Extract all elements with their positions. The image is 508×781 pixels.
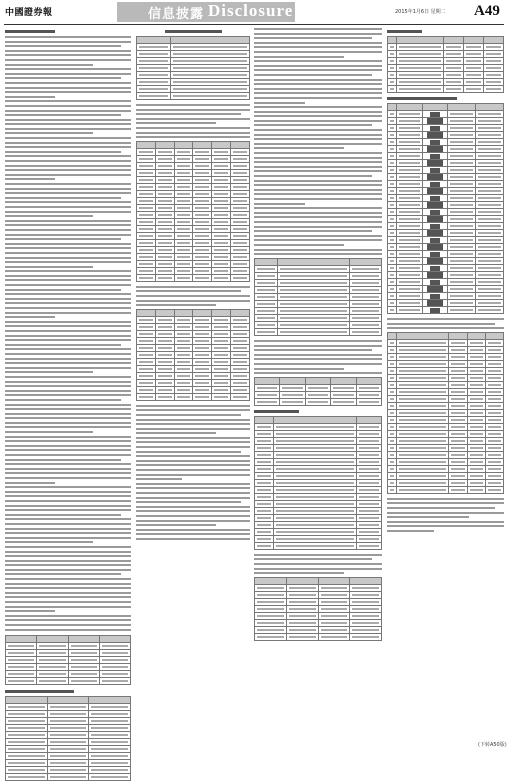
body-text-block	[5, 36, 131, 631]
table-caption	[254, 410, 299, 413]
table-caption	[387, 30, 422, 33]
trademark-logo	[427, 300, 443, 306]
trademark-logo	[430, 224, 440, 229]
data-table	[254, 377, 382, 406]
trademark-logo	[430, 154, 440, 159]
table-caption	[5, 690, 74, 693]
trademark-logo	[427, 174, 443, 180]
body-text-block	[254, 554, 382, 574]
data-table	[254, 416, 382, 550]
trademark-table	[387, 103, 504, 314]
page-number: A49	[474, 3, 500, 19]
data-table	[387, 332, 504, 494]
trademark-logo	[427, 202, 443, 208]
header-rule	[4, 24, 504, 25]
table-caption	[387, 97, 457, 100]
body-text-block	[254, 28, 382, 255]
trademark-logo	[430, 252, 440, 257]
continued-note: (下转A50版)	[478, 742, 507, 748]
trademark-logo	[430, 238, 440, 243]
trademark-logo	[430, 168, 440, 173]
data-table	[387, 36, 504, 93]
trademark-logo	[430, 112, 440, 117]
section-title-en: Disclosure	[208, 1, 294, 20]
data-table	[5, 635, 131, 685]
data-table	[136, 141, 250, 282]
trademark-logo	[427, 216, 443, 222]
page-header	[0, 0, 508, 24]
table-caption	[165, 30, 222, 33]
body-text-block	[254, 340, 382, 374]
column-1	[5, 28, 131, 781]
data-table	[136, 36, 250, 100]
column-3	[254, 28, 382, 641]
trademark-logo	[427, 286, 443, 292]
data-table	[254, 258, 382, 336]
data-table	[5, 696, 131, 781]
newspaper-masthead: 中國證券報	[5, 8, 53, 18]
body-text-block	[136, 286, 250, 306]
trademark-logo	[427, 272, 443, 278]
trademark-logo	[430, 308, 440, 313]
trademark-logo	[427, 132, 443, 138]
section-title-cn: 信息披露	[148, 7, 205, 22]
trademark-logo	[427, 258, 443, 264]
data-table	[254, 577, 382, 641]
issue-date: 2015年1月6日 星期二	[395, 9, 446, 15]
body-text-block	[136, 104, 250, 138]
trademark-logo	[427, 118, 443, 124]
column-2	[136, 28, 250, 543]
column-4	[387, 28, 504, 535]
trademark-logo	[427, 244, 443, 250]
trademark-logo	[430, 294, 440, 299]
body-text-block	[387, 498, 504, 532]
trademark-logo	[430, 126, 440, 131]
trademark-logo	[430, 140, 440, 145]
trademark-logo	[430, 196, 440, 201]
trademark-logo	[427, 230, 443, 236]
data-table	[136, 309, 250, 401]
body-text-block	[136, 405, 250, 540]
body-text-block	[387, 318, 504, 329]
trademark-logo	[430, 266, 440, 271]
trademark-logo	[427, 160, 443, 166]
trademark-logo	[430, 182, 440, 187]
trademark-logo	[427, 146, 443, 152]
trademark-logo	[430, 210, 440, 215]
trademark-logo	[430, 280, 440, 285]
column-heading	[5, 30, 55, 33]
trademark-logo	[427, 188, 443, 194]
